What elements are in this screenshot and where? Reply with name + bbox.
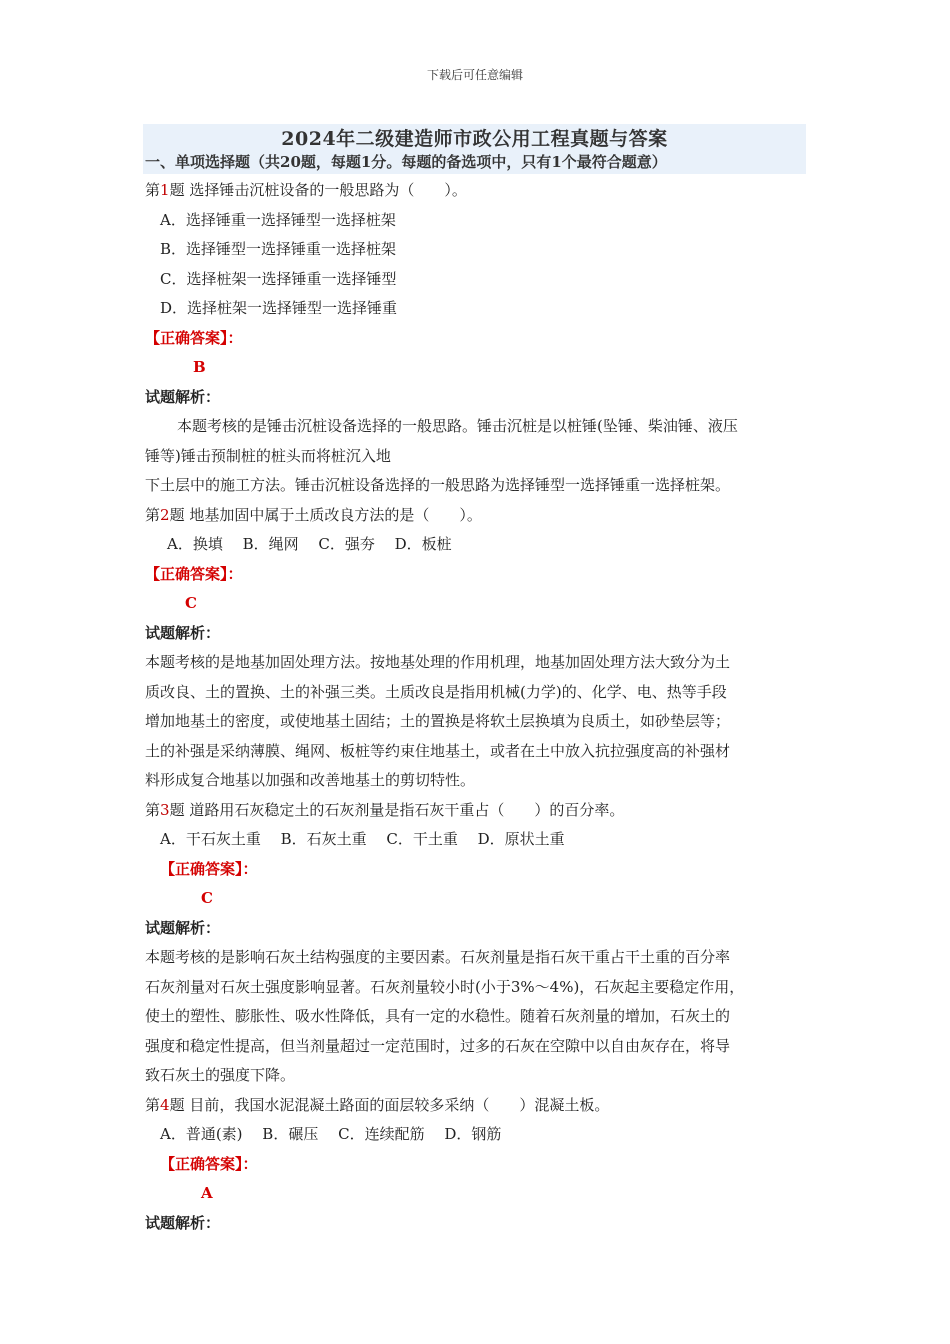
analysis-line: 下土层中的施工方法。锤击沉桩设备选择的一般思路为选择锤型一选择锤重一选择桩架。	[145, 476, 731, 494]
analysis-line: 石灰剂量对石灰土强度影响显著。石灰剂量较小时(小于3%～4%)，石灰起主要稳定作用，	[145, 977, 745, 996]
answer-label: 【正确答案】：	[145, 328, 243, 347]
analysis-label: 试题解析：	[145, 918, 221, 937]
analysis-line: 强度和稳定性提高，但当剂量超过一定范围时，过多的石灰在空隙中以自由灰存在，将导	[145, 1036, 731, 1055]
question-list	[145, 176, 810, 1238]
question-stem: 第1题 选择锤击沉桩设备的一般思路为（ ）。	[145, 181, 467, 199]
analysis-line: 土的补强是采纳薄膜、绳网、板桩等约束住地基土，或者在土中放入抗拉强度高的补强材	[145, 741, 731, 760]
analysis-label: 试题解析：	[145, 1213, 221, 1232]
question-number: 3	[160, 800, 170, 819]
analysis-line: 使土的塑性、膨胀性、吸水性降低，具有一定的水稳性。随着石灰剂量的增加，石灰土的	[145, 1007, 731, 1025]
analysis-line: 本题考核的是影响石灰土结构强度的主要因素。石灰剂量是指石灰干重占干土重的百分率	[145, 948, 731, 966]
option-c: C．选择桩架一选择锤重一选择锤型	[160, 269, 397, 288]
analysis-line: 增加地基土的密度，或使地基土固结；土的置换是将软土层换填为良质土，如砂垫层等；	[145, 712, 731, 730]
analysis-line: 本题考核的是地基加固处理方法。按地基处理的作用机理，地基加固处理方法大致分为土	[145, 653, 731, 671]
document-title: 2024年二级建造师市政公用工程真题与答案	[281, 128, 668, 150]
header-note: 下载后可任意编辑	[426, 68, 523, 82]
analysis-line: 质改良、土的置换、土的补强三类。土质改良是指用机械(力学)的、化学、电、热等手段	[145, 682, 727, 701]
section-title: 一、单项选择题（共20题，每题1分。每题的备选项中，只有1个最符合题意）	[145, 153, 667, 171]
options-inline: A．干石灰土重 B．石灰土重 C．干土重 D．原状土重	[160, 830, 565, 848]
options-inline: A．换填 B．绳网 C．强夯 D．板桩	[167, 535, 452, 553]
analysis-line: 本题考核的是锤击沉桩设备选择的一般思路。锤击沉桩是以桩锤(坠锤、柴油锤、液压	[177, 417, 738, 435]
answer-label: 【正确答案】：	[160, 1154, 258, 1173]
answer-value: C	[185, 594, 197, 612]
question-stem: 第3题 道路用石灰稳定土的石灰剂量是指石灰干重占（ ）的百分率。	[145, 800, 625, 819]
analysis-label: 试题解析：	[145, 623, 221, 642]
answer-value: B	[193, 358, 206, 376]
analysis-line: 锤等)锤击预制桩的桩头而将桩沉入地	[145, 446, 391, 465]
answer-label: 【正确答案】：	[145, 564, 243, 583]
options-inline: A．普通(素) B．碾压 C．连续配筋 D．钢筋	[160, 1125, 502, 1143]
question-number: 4	[160, 1095, 170, 1114]
analysis-line: 料形成复合地基以加强和改善地基土的剪切特性。	[145, 771, 476, 789]
analysis-line: 致石灰土的强度下降。	[145, 1066, 296, 1084]
option-a: A．选择锤重一选择锤型一选择桩架	[160, 210, 396, 229]
question-number: 1	[160, 181, 170, 199]
question-stem: 第2题 地基加固中属于土质改良方法的是（ ）。	[145, 505, 482, 524]
option-d: D．选择桩架一选择锤型一选择锤重	[160, 299, 398, 317]
answer-label: 【正确答案】：	[160, 859, 258, 878]
answer-value: A	[201, 1184, 213, 1202]
question-stem: 第4题 目前，我国水泥混凝土路面的面层较多采纳（ ）混凝土板。	[145, 1095, 610, 1114]
option-b: B．选择锤型一选择锤重一选择桩架	[160, 240, 397, 258]
analysis-label: 试题解析：	[145, 387, 221, 406]
question-number: 2	[160, 505, 170, 524]
answer-value: C	[201, 889, 213, 907]
